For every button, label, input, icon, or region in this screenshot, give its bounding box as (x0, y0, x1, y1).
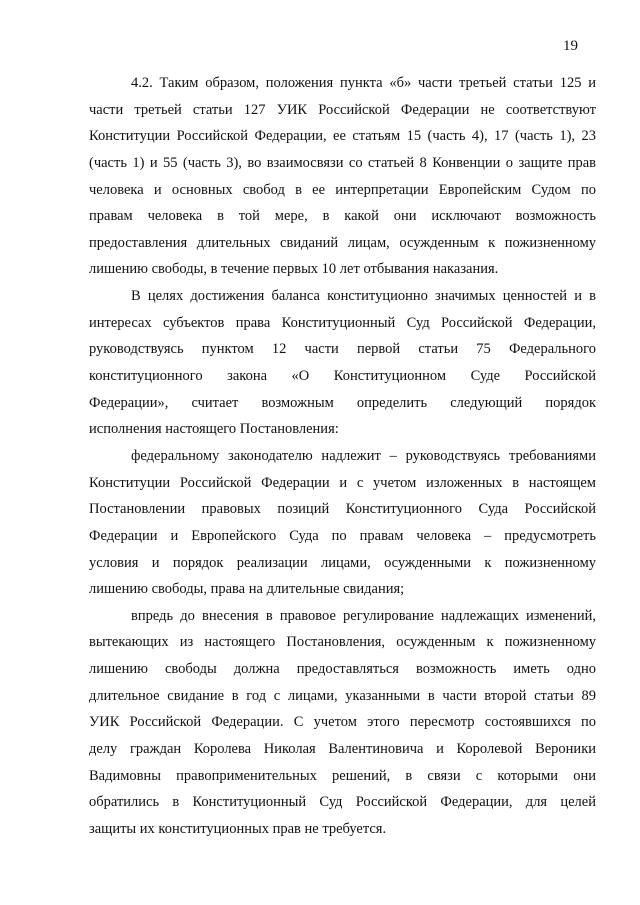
text-line: 4.2. Таким образом, положения пункта «б» части третьей статьи 125 и (131, 75, 596, 91)
text-line: Конституции Российской Федерации, ее статьям 15 (часть 4), 17 (часть 1), 23 (89, 128, 596, 145)
page-number: 19 (563, 38, 578, 54)
text-line: защиты их конституционных прав не требуется. (89, 820, 387, 837)
text-line: длительное свидание в год с лицами, указанными в части второй статьи 89 (89, 687, 596, 704)
text-line: вытекающих из настоящего Постановления, осужденным к пожизненному (89, 634, 596, 651)
paragraph-4-2 (89, 70, 596, 283)
text-line: исполнения настоящего Постановления: (89, 421, 339, 438)
text-line: Федерации», считает возможным определить следующий порядок (89, 394, 596, 411)
text-line: УИК Российской Федерации. С учетом этого пересмотр состоявшихся по (89, 714, 596, 731)
text-line: Конституции Российской Федерации и с учетом изложенных в настоящем (89, 474, 596, 491)
text-line: впредь до внесения в правовое регулирование надлежащих изменений, (131, 607, 596, 624)
document-body (89, 70, 596, 843)
text-line: человека и основных свобод в ее интерпретации Европейским Судом по (89, 181, 596, 198)
text-line: лишению свободы должна предоставляться возможность иметь одно (89, 661, 596, 678)
text-line: предоставления длительных свиданий лицам, осужденным к пожизненному (89, 234, 596, 251)
paragraph-legislator (89, 443, 596, 603)
paragraph-balance (89, 283, 596, 443)
text-line: Федерации и Европейского Суда по правам человека – предусмотреть (89, 527, 596, 544)
paragraph-interim-order (89, 603, 596, 843)
text-line: условия и порядок реализации лицами, осужденными к пожизненному (89, 554, 596, 571)
text-line: делу граждан Королева Николая Валентиновича и Королевой Вероники (89, 741, 596, 758)
text-line: (часть 1) и 55 (часть 3), во взаимосвязи со статьей 8 Конвенции о защите прав (89, 154, 596, 171)
text-line: федеральному законодателю надлежит – руководствуясь требованиями (131, 447, 596, 464)
text-line: Постановлении правовых позиций Конституционного Суда Российской (89, 501, 596, 518)
text-line: конституционного закона «О Конституционном Суде Российской (89, 368, 596, 385)
text-line: В целях достижения баланса конституционно значимых ценностей и в (131, 288, 596, 305)
text-line: интересах субъектов права Конституционный Суд Российской Федерации, (89, 314, 596, 331)
text-line: лишению свободы, права на длительные свидания; (89, 581, 405, 598)
text-line: руководствуясь пунктом 12 части первой статьи 75 Федерального (89, 341, 596, 358)
text-line: части третьей статьи 127 УИК Российской Федерации не соответствуют (89, 101, 596, 118)
text-line: лишению свободы, в течение первых 10 лет отбывания наказания. (89, 261, 499, 278)
text-line: Вадимовны правоприменительных решений, в связи с которыми они (89, 767, 596, 784)
text-line: правам человека в той мере, в какой они исключают возможность (89, 208, 596, 225)
text-line: обратились в Конституционный Суд Российской Федерации, для целей (89, 794, 596, 811)
